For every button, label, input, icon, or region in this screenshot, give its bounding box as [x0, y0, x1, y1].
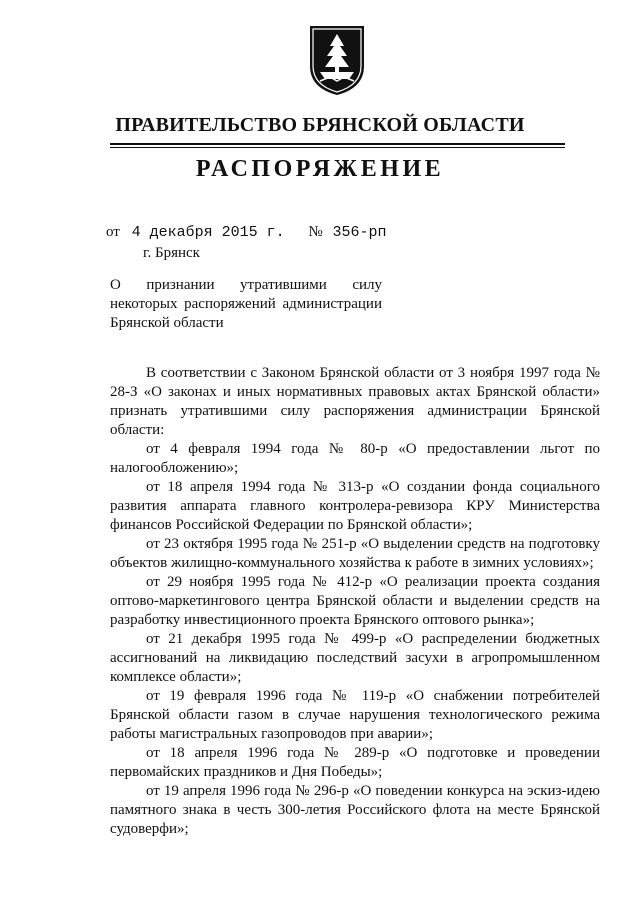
list-item: от 4 февраля 1994 года № 80-р «О предоставлении льгот по налогообложению»;	[110, 441, 600, 476]
list-item: от 19 февраля 1996 года № 119-р «О снабжении потребителей Брянской области газом в случае нарушения технологического режима работы магистральных газопроводов при аварии»;	[110, 688, 600, 742]
header-rule-thick	[110, 143, 565, 145]
date-prefix: от	[106, 224, 120, 240]
document-body	[110, 364, 600, 839]
document-subject: О признании утратившими силу некоторых распоряжений администрации Брянской области	[110, 277, 382, 331]
document-date: 4 декабря 2015 г.	[131, 224, 285, 241]
document-type-title: РАСПОРЯЖЕНИЕ	[195, 156, 445, 182]
government-title: ПРАВИТЕЛЬСТВО БРЯНСКОЙ ОБЛАСТИ	[115, 114, 525, 136]
list-item: от 18 апреля 1994 года № 313-р «О создании фонда социального развития аппарата главного контролера-ревизора КРУ Министерства финансов Российской Федерации по Брянской области»;	[110, 479, 600, 533]
coat-of-arms-emblem	[306, 22, 368, 98]
list-item: от 18 апреля 1996 года № 289-р «О подготовке и проведении первомайских праздников и Дня Победы»;	[110, 745, 600, 780]
number-prefix: №	[308, 224, 323, 240]
list-item: от 29 ноября 1995 года № 412-р «О реализации проекта создания оптово-маркетингового центра Брянской области и выделении средств на разработку инвестиционного проекта Брянского оптового рынка»;	[110, 574, 600, 628]
document-city: г. Брянск	[143, 245, 200, 261]
list-item: от 21 декабря 1995 года № 499-р «О распределении бюджетных ассигнований на ликвидацию последствий засухи в агропромышленном комплексе области»;	[110, 631, 600, 685]
body-intro: В соответствии с Законом Брянской области от 3 ноября 1997 года № 28-З «О законах и иных нормативных правовых актах Брянской области» признать утратившими силу распоряжения администрации Брянской области:	[110, 365, 600, 438]
document-meta-line	[106, 224, 386, 241]
list-item: от 23 октября 1995 года № 251-р «О выделении средств на подготовку объектов жилищно-коммунального хозяйства к работе в зимних условиях»;	[110, 536, 600, 571]
document-number: 356-рп	[332, 224, 387, 241]
header-rule-thin	[110, 147, 565, 148]
list-item: от 19 апреля 1996 года № 296-р «О поведении конкурса на эскиз-идею памятного знака в честь 300-летия Российского флота на месте Брянской судоверфи»;	[110, 783, 600, 837]
